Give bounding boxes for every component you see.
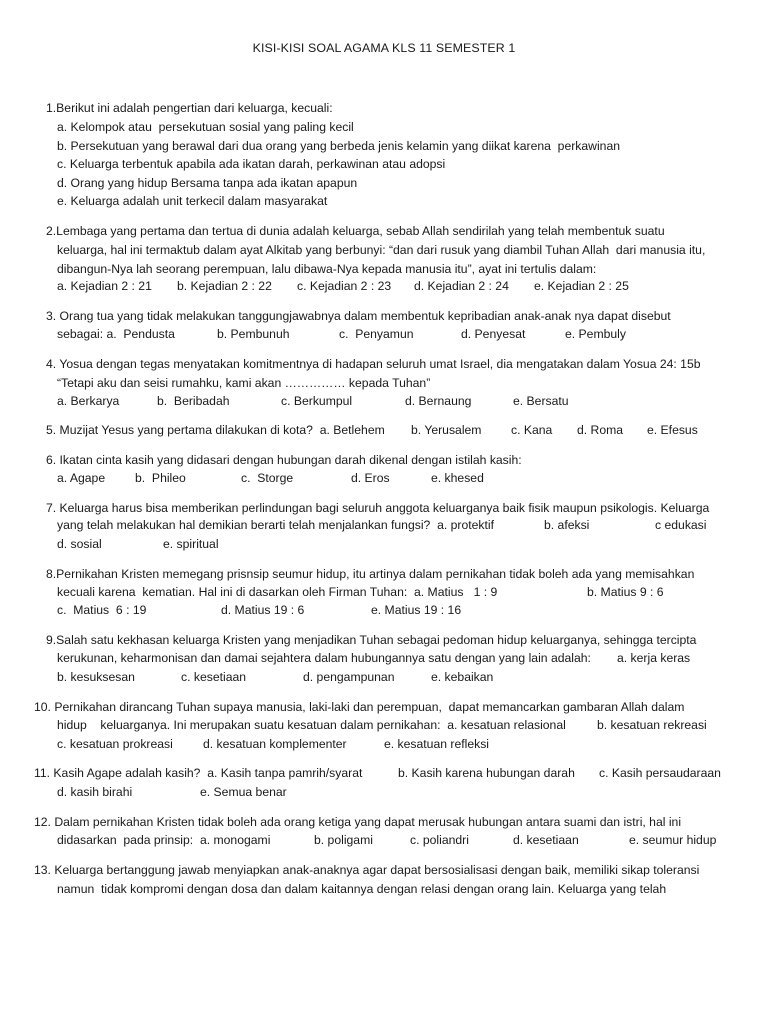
option: c. poliandri	[410, 833, 469, 847]
option: d. Kejadian 2 : 24	[414, 279, 509, 293]
question-text: dibangun-Nya lah seorang perempuan, lalu dibawa-Nya kepada manusia itu”, ayat ini tertulis dalam:	[57, 262, 597, 276]
question-text: 9.Salah satu kekhasan keluarga Kristen yang menjadikan Tuhan sebagai pedoman hidup keluarganya, sehingga tercipta	[46, 633, 697, 647]
question-text: 5. Muzijat Yesus yang pertama dilakukan di kota? a. Betlehem	[46, 423, 385, 437]
question-text: didasarkan pada prinsip: a. monogami	[57, 833, 271, 847]
option: b. kesatuan rekreasi	[597, 718, 707, 732]
question-text: hidup keluarganya. Ini merupakan suatu kesatuan dalam pernikahan: a. kesatuan relasional	[57, 718, 566, 732]
question-text: kerukunan, keharmonisan dan damai sejahtera dalam hubungannya satu dengan yang lain adalah:	[57, 651, 591, 665]
option: b. Kasih karena hubungan darah	[398, 766, 575, 780]
question-text: 2.Lembaga yang pertama dan tertua di dunia adalah keluarga, sebab Allah sendirilah yang telah membentuk suatu	[46, 224, 665, 238]
question-text: 3. Orang tua yang tidak melakukan tanggungjawabnya dalam membentuk kepribadian anak-anak nya dapat disebut	[46, 309, 671, 323]
option: d. kesatuan komplementer	[203, 737, 347, 751]
option: c. Kana	[511, 423, 553, 437]
option: c. Kasih persaudaraan	[599, 766, 721, 780]
option: e. Keluarga adalah unit terkecil dalam masyarakat	[57, 194, 328, 208]
option: e. Efesus	[647, 423, 698, 437]
option: b. Beribadah	[157, 394, 230, 408]
question-text: 8.Pernikahan Kristen memegang prisnsip seumur hidup, itu artinya dalam pernikahan tidak boleh ada yang memisahkan	[46, 567, 695, 581]
question-text: namun tidak kompromi dengan dosa dan dalam kaitannya dengan relasi dengan orang lain. Keluarga yang telah	[57, 882, 667, 896]
question-text: “Tetapi aku dan seisi rumahku, kami akan …………… kepada Tuhan”	[57, 376, 431, 390]
question-text: sebagai: a. Pendusta	[57, 327, 175, 341]
option: c. Matius 6 : 19	[57, 603, 147, 617]
option: c. Kejadian 2 : 23	[297, 279, 392, 293]
option: e. Kejadian 2 : 25	[534, 279, 629, 293]
option: d. Bernaung	[405, 394, 472, 408]
option: c. Storge	[241, 471, 294, 485]
question-text: 12. Dalam pernikahan Kristen tidak boleh ada orang ketiga yang dapat merusak hubungan antara suami dan istri, hal ini	[34, 815, 682, 829]
question-text: 7. Keluarga harus bisa memberikan perlindungan bagi seluruh anggota keluarganya baik fisik maupun psikologis. Keluarga	[46, 501, 710, 515]
option: b. Persekutuan yang berawal dari dua orang yang berbeda jenis kelamin yang diikat karena perkawinan	[57, 139, 621, 153]
option: c. kesatuan prokreasi	[57, 737, 173, 751]
option: d. pengampunan	[303, 670, 395, 684]
option: e. Matius 19 : 16	[371, 603, 462, 617]
option: c. Berkumpul	[281, 394, 353, 408]
option: b. Pembunuh	[217, 327, 290, 341]
option: e. kesatuan refleksi	[384, 737, 490, 751]
option: d. Eros	[351, 471, 390, 485]
option: e. Pembuly	[565, 327, 626, 341]
option: b. Matius 9 : 6	[587, 585, 664, 599]
option: d. kesetiaan	[513, 833, 579, 847]
question-text: keluarga, hal ini termaktub dalam ayat Alkitab yang berbunyi: “dan dari rusuk yang diambil Tuhan Allah dari manusia itu,	[57, 243, 706, 257]
option: e. seumur hidup	[629, 833, 717, 847]
option: b. poligami	[314, 833, 373, 847]
option: c. Keluarga terbentuk apabila ada ikatan darah, perkawinan atau adopsi	[57, 157, 446, 171]
option: d. kasih birahi	[57, 785, 133, 799]
option: e. Semua benar	[200, 785, 287, 799]
option: b. kesuksesan	[57, 670, 135, 684]
question-text: 4. Yosua dengan tegas menyatakan komitmentnya di hadapan seluruh umat Israel, dia mengatakan dalam Yosua 24: 15b	[46, 357, 701, 371]
question-text: 11. Kasih Agape adalah kasih? a. Kasih tanpa pamrih/syarat	[34, 766, 363, 780]
question-text: 6. Ikatan cinta kasih yang didasari dengan hubungan darah dikenal dengan istilah kasih:	[46, 453, 522, 467]
option: a. Kelompok atau persekutuan sosial yang paling kecil	[57, 120, 354, 134]
option: e. Bersatu	[513, 394, 569, 408]
option: e. khesed	[431, 471, 484, 485]
question-text: 13. Keluarga bertanggung jawab menyiapkan anak-anaknya agar dapat bersosialisasi dengan baik, memiliki sikap toleransi	[34, 863, 700, 877]
question-text: 1.Berikut ini adalah pengertian dari keluarga, kecuali:	[46, 101, 333, 115]
option: b. afeksi	[544, 518, 590, 532]
option: c edukasi	[655, 518, 707, 532]
option: e. spiritual	[163, 537, 219, 551]
option: d. Roma	[577, 423, 624, 437]
option: a. kerja keras	[617, 651, 691, 665]
question-text: kecuali karena kematian. Hal ini di dasarkan oleh Firman Tuhan: a. Matius 1 : 9	[57, 585, 498, 599]
option: b. Yerusalem	[411, 423, 482, 437]
option: a. Kejadian 2 : 21	[57, 279, 152, 293]
option: c. Penyamun	[339, 327, 414, 341]
option: a. Berkarya	[57, 394, 120, 408]
question-text: yang telah melakukan hal demikian berarti telah menjalankan fungsi? a. protektif	[57, 518, 494, 532]
option: d. Orang yang hidup Bersama tanpa ada ikatan apapun	[57, 176, 358, 190]
option: a. Agape	[57, 471, 106, 485]
question-text: 10. Pernikahan dirancang Tuhan supaya manusia, laki-laki dan perempuan, dapat memancarkan gambaran Allah dalam	[34, 700, 685, 714]
option: d. Penyesat	[461, 327, 526, 341]
option: e. kebaikan	[431, 670, 494, 684]
option: d. Matius 19 : 6	[221, 603, 305, 617]
option: c. kesetiaan	[181, 670, 247, 684]
option: d. sosial	[57, 537, 102, 551]
option: b. Phileo	[135, 471, 186, 485]
document-title: KISI-KISI SOAL AGAMA KLS 11 SEMESTER 1	[252, 41, 516, 55]
option: b. Kejadian 2 : 22	[177, 279, 272, 293]
